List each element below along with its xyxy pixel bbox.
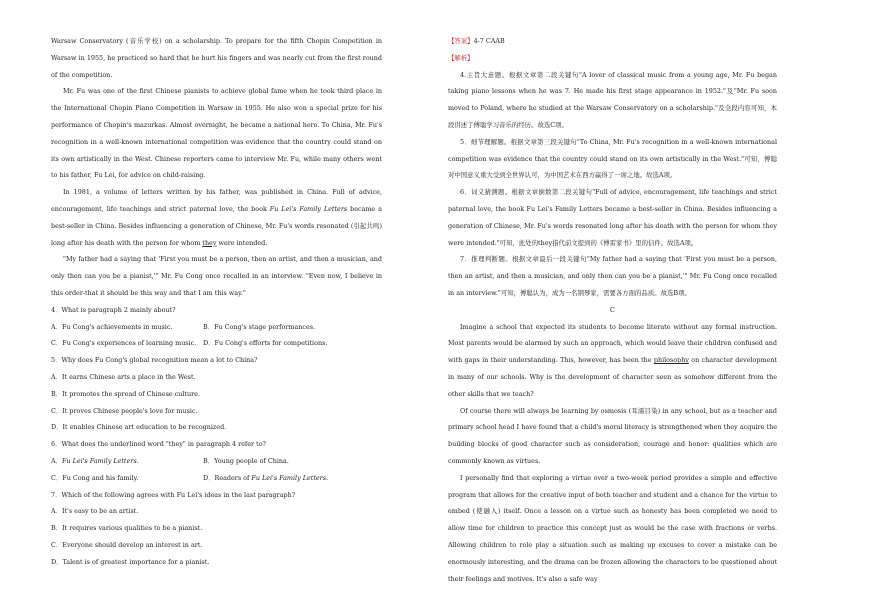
passage-paragraph: Warsaw Conservatory (音乐学校) on a scholarship. To prepare for the fifth Chopin Competition in Warsaw in 1955, he practiced so hard that he hurt his fingers and was nearly cut from the first round of the competition.: [51, 37, 382, 79]
option-d: D．It enables Chinese art education to be recognized.: [51, 423, 227, 432]
passage-paragraph: "My father had a saying that 'First you must be a person, then an artist, and then a musician, and only then can you be a pianist,'" Mr. Fu Cong once recalled in an interview. "Even now, I believe in this order-that it should be this way and that I am this way.": [51, 255, 382, 297]
analysis-label: 【解析】: [448, 53, 474, 62]
left-column: [51, 33, 382, 571]
option-row: [51, 335, 382, 352]
answer-label: 【答案】: [448, 37, 474, 45]
question-stem: 5．Why does Fu Cong's global recognition mean a lot to China?: [51, 356, 258, 365]
option-c: C．It proves Chinese people's love for music.: [51, 406, 198, 415]
underlined-word: they: [202, 238, 217, 247]
question-stem: 6．What does the underlined word "they" in paragraph 4 refer to?: [51, 440, 266, 449]
question-stem: 7．Which of the following agrees with Fu Lei's ideas in the last paragraph?: [51, 490, 296, 499]
option-a: A．Fu Cong's achievements in music.: [51, 322, 173, 331]
analysis-paragraph: 7．推理判断题。根据文章最后一段关键句"My father had a saying that 'First you must be a person, then an artist, and then a musician, and only then can you be a pianist,'" Mr. Fu Cong once recalled in an interview."可知，傅聪认为，成为一名钢琴家，需要各方面的品质。故选B项。: [448, 255, 777, 297]
option-a: A．Fu Lei's Family Letters.: [51, 456, 139, 465]
passage-paragraph: Imagine a school that expected its students to become literate without any formal instruction. Most parents would be alarmed by such an approach, which would leave their children confused and with gaps in their understanding. This, however, has been the philosophy on character development in many of our schools. Why is the development of character seen as somehow different from the other skills that we teach?: [448, 322, 777, 398]
option-b: B．Fu Cong's stage performances.: [203, 322, 316, 331]
option-a: A．It's easy to be an artist.: [51, 507, 139, 516]
analysis-paragraph: 4.主旨大意题。根据文章第二段关键句"A lover of classical music from a young age, Mr. Fu began taking piano lessons when he was 7. He made his first stage appearance in 1952."及"Mr. Fu soon moved to Poland, where he studied at the Warsaw Conservatory on a scholarship."及全段内容可知，本段讲述了傅聪学习音乐的经历。故选C项。: [448, 70, 777, 129]
option-c: C．Fu Cong and his family.: [51, 473, 139, 482]
option-a: A．It earns Chinese arts a place in the West.: [51, 372, 196, 381]
passage-paragraph: In 1981, a volume of letters written by his father, was published in China. Full of advice, encouragement, life teachings and strict paternal love, the book Fu Lei's Family Letters became a best-seller in China. Besides influencing a generation of Chinese, Mr. Fu's words resonated (引起共鸣) long after his death with the person for whom they were intended.: [51, 188, 382, 247]
analysis-paragraph: 6．词义猜测题。根据文章倒数第二段关键句"Full of advice, encouragement, life teachings and strict paternal love, the book Fu Lei's Family Letters became a best-seller in China. Besides influencing a generation of Chinese, Mr. Fu's words resonated long after his death with the person for whom they were intended."可知，此处的they指代前文提到的《傅雷家书》里的信件。故选A项。: [448, 188, 777, 247]
option-c: C．Fu Cong's experiences of learning music.: [51, 339, 197, 348]
answer-value: 4-7 CAAB: [473, 37, 505, 45]
option-d: D．Readers of Fu Lei's Family Letters.: [203, 473, 329, 482]
analysis-paragraph: 5．细节理解题。根据文章第三段关键句"To China, Mr. Fu's recognition in a well-known international competition was evidence that the country could stand on its own artistically in the West."可知，傅聪对中国意义重大受到全世界认可，为中国艺术在西方赢得了一席之地。故选A项。: [448, 137, 777, 180]
option-row: [51, 470, 382, 487]
book-title: Fu Lei's Family Letters: [269, 204, 348, 213]
right-column: [448, 33, 777, 587]
passage-paragraph: Of course there will always be learning by osmosis (耳濡目染) in any school, but as a teacher and primary school head I have found that a child's moral literacy is strengthened when they acquire the building blocks of good character such as consideration, courage and honor: qualities which are commonly known as virtues.: [448, 406, 777, 465]
option-b: B．It promotes the spread of Chinese culture.: [51, 389, 200, 398]
section-letter: C: [610, 305, 615, 314]
passage-paragraph: Mr. Fu was one of the first Chinese pianists to achieve global fame when he took third place in the International Chopin Piano Competition in Warsaw in 1955. He also won a special prize for his performance of Chopin's mazurkas. Almost overnight, he became a national hero. To China, Mr. Fu's recognition in a well-known international competition was evidence that the country could stand on its own artistically in the West. Chinese reporters came to interview Mr. Fu, while many others went to his father, Fu Lei, for advice on child-raising.: [51, 87, 382, 180]
option-row: [51, 319, 382, 336]
passage-paragraph: I personally find that exploring a virtue over a two-week period provides a simple and effective program that allows for the creative input of both teacher and student and a chance for the virtue to embed (使融入) itself. Once a lesson on a virtue such as honesty has been completed we need to allow time for children to practice this concept just as would be the case with fractions or verbs. Allowing children to role play a situation such as making up excuses to cover a mistake can be enormously interesting, and the drama can be frozen allowing the characters to be questioned about their feelings and motives. It's also a safe way: [448, 473, 777, 583]
option-row: [51, 453, 382, 470]
answer-line: [448, 33, 777, 50]
option-d: D．Talent is of greatest importance for a pianist.: [51, 557, 210, 566]
underlined-word: philosophy: [653, 356, 689, 365]
question-stem: 4．What is paragraph 2 mainly about?: [51, 305, 176, 314]
option-b: B．It requires various qualities to be a pianist.: [51, 524, 203, 533]
option-c: C．Everyone should develop an interest in art.: [51, 540, 203, 549]
option-b: B．Young people of China.: [203, 456, 289, 465]
option-d: D．Fu Cong's efforts for competitions.: [203, 339, 328, 348]
